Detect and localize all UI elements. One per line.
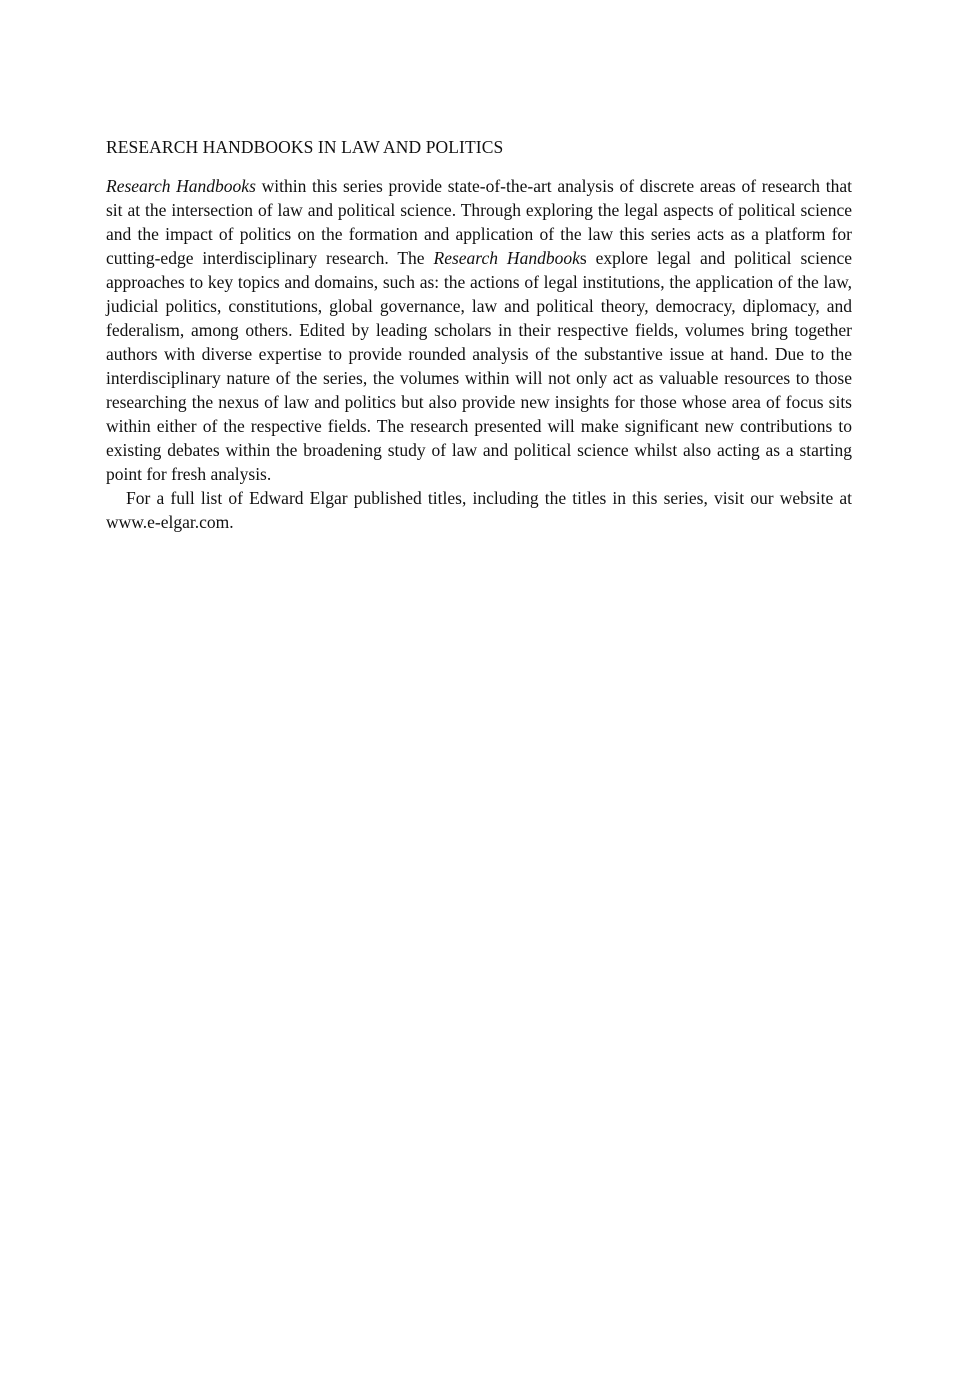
italic-book-title: Research Handbooks (106, 176, 256, 196)
paragraph-text: within this series provide state-of-the-art analysis of discrete areas of research that sit at the intersection of law and political science. Through exploring the legal aspects of political science and the impact of politics on the formation and application of the law this series acts as a platform for cutting-edge interdisciplinary research. The (106, 176, 852, 268)
description-paragraph (106, 174, 852, 486)
series-title: RESEARCH HANDBOOKS IN LAW AND POLITICS (106, 137, 504, 157)
website-paragraph: For a full list of Edward Elgar published titles, including the titles in this series, visit our website at www.e-elgar.com. (106, 488, 852, 532)
paragraph-text: s explore legal and political science approaches to key topics and domains, such as: the actions of legal institutions, the application of the law, judicial politics, constitutions, global governance, law and political theory, democracy, diplomacy, and federalism, among others. Edited by leading scholars in their respective fields, volumes bring together authors with diverse expertise to provide rounded analysis of the substantive issue at hand. Due to the interdisciplinary nature of the series, the volumes within will not only act as valuable resources to those researching the nexus of law and politics but also provide new insights for those whose area of focus sits within either of the respective fields. The research presented will make significant new contributions to existing debates within the broadening study of law and political science whilst also acting as a starting point for fresh analysis. (106, 248, 852, 484)
series-description (106, 174, 852, 534)
italic-book-title: Research Handbook (433, 248, 580, 268)
